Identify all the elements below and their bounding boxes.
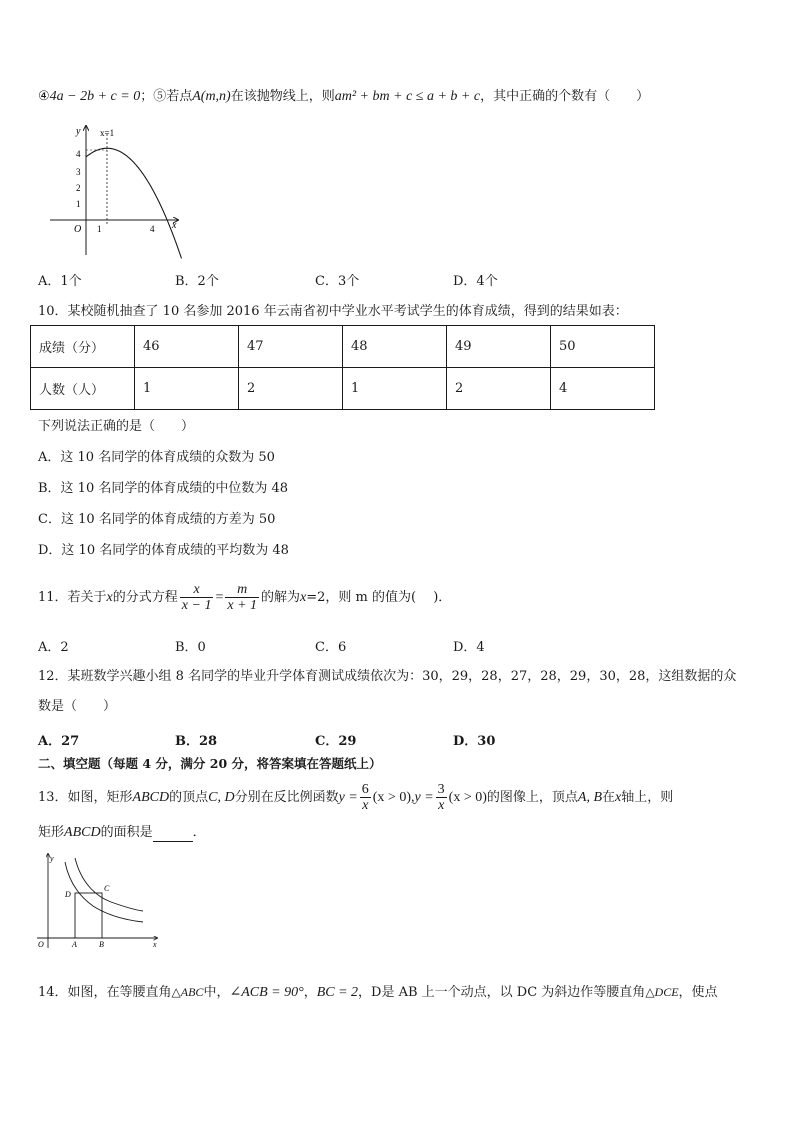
- q12-stem-line1: 12．某班数学兴趣小组 8 名同学的毕业升学体育测试成绩依次为：30，29，28，27，28，29，30，28，这组数据的众: [38, 669, 737, 684]
- q13-end: 轴上，则: [621, 790, 674, 805]
- q9-option-a[interactable]: A．1个: [38, 274, 82, 289]
- q11-var-x: x: [106, 590, 113, 605]
- q11-option-a[interactable]: A．2: [38, 640, 69, 655]
- q9-xtick-4: 4: [150, 224, 155, 234]
- q10-question: 下列说法正确的是（ ）: [38, 419, 195, 434]
- q12-option-c[interactable]: C．29: [315, 734, 357, 749]
- q11-option-b[interactable]: B．0: [175, 640, 206, 655]
- q9-xtick-1: 1: [97, 224, 102, 234]
- q13-label-c: C: [104, 884, 110, 893]
- q9-y-label: y: [76, 126, 81, 137]
- q11-equals: =: [215, 590, 224, 605]
- q13-f1-num: 6: [361, 782, 369, 797]
- q14-mid: 中，: [203, 985, 230, 1000]
- q9-option-d[interactable]: D．4个: [453, 274, 498, 289]
- q13-y1: y =: [338, 790, 358, 805]
- table-cell: 49: [447, 326, 551, 368]
- table-cell: 2: [447, 368, 551, 410]
- q9-ytick-4: 4: [76, 149, 81, 159]
- q13-xvar: x: [615, 790, 622, 805]
- q13-y-label: y: [50, 854, 54, 863]
- table-cell: 47: [239, 326, 343, 368]
- q11-mid: 的分式方程: [112, 590, 178, 605]
- q11-frac2-num: m: [225, 582, 259, 598]
- q13-line2-rect: ABCD: [64, 825, 101, 840]
- q9-inequality: am² + bm + c ≤ a + b + c: [334, 89, 481, 104]
- q13-label-d: D: [65, 890, 71, 899]
- q12-option-d[interactable]: D．30: [453, 734, 496, 749]
- q10-option-a[interactable]: A．这 10 名同学的体育成绩的众数为 50: [38, 450, 275, 465]
- q10-option-c[interactable]: C．这 10 名同学的体育成绩的方差为 50: [38, 512, 276, 527]
- q14-end: ，使点: [678, 985, 718, 1000]
- q13-stem-line1: [38, 780, 673, 820]
- q11-stem: [38, 580, 451, 620]
- table-row: [31, 326, 655, 368]
- q13-f2-num: 3: [437, 782, 445, 797]
- q13-ab: A, B: [577, 790, 603, 805]
- q9-parabola-graph: [50, 120, 190, 260]
- q9-ytick-1: 1: [76, 199, 81, 209]
- q13-f2-den: x: [438, 798, 445, 813]
- q13-y2: y =: [414, 790, 434, 805]
- q11-fraction-left: [180, 582, 214, 613]
- q9-stem-line: [38, 88, 649, 106]
- q10-stem: 10．某校随机抽查了 10 名参加 2016 年云南省初中学业水平考试学生的体育成绩，得到的结果如表：: [38, 304, 628, 319]
- q13-answer-blank[interactable]: [153, 828, 193, 842]
- q13-cond2: (x > 0): [448, 790, 487, 805]
- q11-option-d[interactable]: D．4: [453, 640, 485, 655]
- q9-axis-line-label: x=1: [100, 128, 115, 138]
- q14-bc: BC = 2: [316, 985, 359, 1000]
- q13-line2-pre: 矩形: [38, 825, 65, 840]
- q11-frac1-num: x: [180, 582, 214, 598]
- q11-sol-var: x: [300, 590, 307, 605]
- q13-mid3: 的图像上，顶点: [486, 790, 578, 805]
- q9-option-c[interactable]: C．3个: [315, 274, 360, 289]
- table-cell: 48: [343, 326, 447, 368]
- q14-sep: ，: [303, 985, 317, 1000]
- table-cell: 2: [239, 368, 343, 410]
- q9-tail-text: ，其中正确的个数有（ ）: [480, 89, 650, 104]
- table-cell: 50: [551, 326, 655, 368]
- q13-mid: 的顶点: [169, 790, 209, 805]
- q13-fraction-3x: [436, 782, 447, 813]
- q13-origin-label: O: [38, 940, 44, 949]
- table-cell: 1: [343, 368, 447, 410]
- q10-score-table: [30, 325, 655, 410]
- q9-item5-text: ；⑤若点: [140, 89, 193, 104]
- q14-triangle-dce: △DCE: [645, 985, 679, 999]
- table-cell: 人数（人）: [31, 368, 135, 410]
- q12-stem-line2: 数是（ ）: [38, 699, 117, 714]
- q11-post2: =2，则 m 的值为( )．: [306, 590, 452, 605]
- q9-item4-marker: ④: [38, 89, 50, 104]
- section-2-title: 二、填空题（每题 4 分，满分 20 分，将答案填在答题纸上）: [38, 756, 382, 771]
- q13-x-label: x: [153, 940, 157, 949]
- q13-cond1: (x > 0),: [372, 790, 415, 805]
- q10-option-b[interactable]: B．这 10 名同学的体育成绩的中位数为 48: [38, 481, 289, 496]
- q13-rectangle-abcd: [75, 893, 102, 938]
- q14-post: ，D是 AB 上一个动点，以 DC 为斜边作等腰直角: [358, 985, 646, 1000]
- q9-item4-expr: 4a − 2b + c = 0: [49, 89, 141, 104]
- q9-mid-text: 在该抛物线上，则: [230, 89, 335, 104]
- table-row: [31, 368, 655, 410]
- q13-pre: 13．如图，矩形: [38, 790, 133, 805]
- q13-label-b: B: [99, 940, 104, 949]
- q14-pre: 14．如图，在等腰直角: [38, 985, 172, 1000]
- q13-fraction-6x: [360, 782, 371, 813]
- q9-ytick-3: 3: [76, 167, 81, 177]
- q13-cd: C, D: [208, 790, 235, 805]
- q14-stem: [38, 983, 718, 1002]
- q13-line2-end: ．: [192, 825, 206, 840]
- q9-ytick-2: 2: [76, 183, 81, 193]
- q13-rect: ABCD: [132, 790, 170, 805]
- q11-fraction-right: [225, 582, 259, 613]
- q13-mid4: 在: [602, 790, 616, 805]
- table-cell: 成绩（分）: [31, 326, 135, 368]
- q12-option-a[interactable]: A．27: [38, 734, 80, 749]
- table-cell: 4: [551, 368, 655, 410]
- q11-frac2-den: x + 1: [227, 598, 258, 613]
- table-cell: 1: [135, 368, 239, 410]
- q13-stem-line2: [38, 824, 206, 842]
- q9-origin-label: O: [74, 224, 82, 235]
- q9-option-b[interactable]: B．2个: [175, 274, 219, 289]
- q13-label-a: A: [72, 940, 77, 949]
- q11-option-c[interactable]: C．6: [315, 640, 347, 655]
- q9-parabola-curve: [86, 148, 182, 258]
- q14-triangle-abc: △ABC: [171, 985, 204, 999]
- q10-option-d[interactable]: D．这 10 名同学的体育成绩的平均数为 48: [38, 543, 289, 558]
- q13-mid2: 分别在反比例函数: [234, 790, 339, 805]
- q11-post: 的解为: [261, 590, 301, 605]
- q13-hyperbola-graph: [35, 852, 163, 952]
- q13-line2-post: 的面积是: [100, 825, 153, 840]
- table-cell: 46: [135, 326, 239, 368]
- q9-point: A(m,n): [192, 89, 231, 104]
- q11-pre: 11．若关于: [38, 590, 107, 605]
- q12-option-b[interactable]: B．28: [175, 734, 218, 749]
- q9-x-label: x: [172, 220, 177, 231]
- q14-angle: ∠ACB = 90°: [229, 985, 304, 1000]
- q13-f1-den: x: [362, 798, 369, 813]
- q11-frac1-den: x − 1: [181, 598, 212, 613]
